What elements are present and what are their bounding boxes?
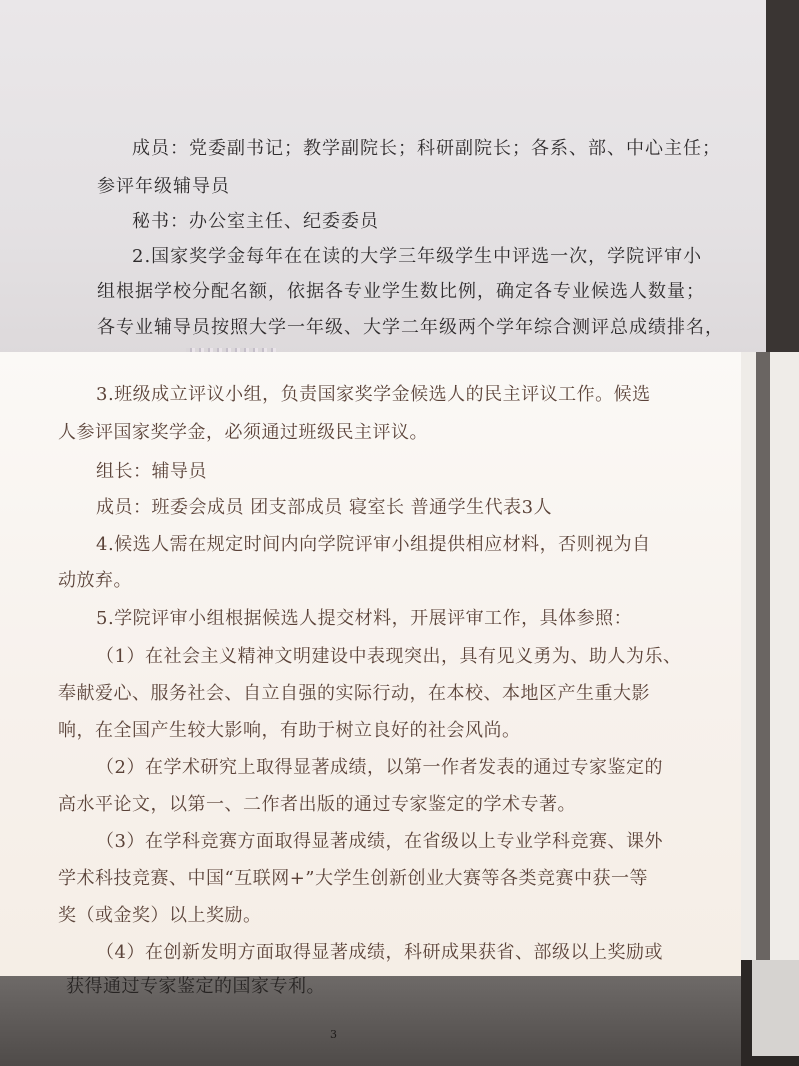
bottom-right-paper (752, 960, 799, 1056)
text-line: 学术科技竞赛、中国“互联网+”大学生创新创业大赛等各类竞赛中获一等 (58, 868, 648, 889)
text-line: 各专业辅导员按照大学一年级、大学二年级两个学年综合测评总成绩排名， (97, 317, 724, 338)
text-line: 2.国家奖学金每年在在读的大学三年级学生中评选一次，学院评审小 (132, 246, 703, 267)
text-line: 响，在全国产生较大影响，有助于树立良好的社会风尚。 (58, 720, 521, 741)
text-line: 奖（或金奖）以上奖励。 (58, 905, 262, 926)
last-text-line: 获得通过专家鉴定的国家专利。 (66, 976, 325, 997)
page-number: 3 (330, 1028, 337, 1041)
text-line: 动放弃。 (58, 570, 132, 591)
text-line: 组根据学校分配名额，依据各专业学生数比例，确定各专业候选人数量； (97, 281, 705, 302)
text-line: 5.学院评审小组根据候选人提交材料，开展评审工作，具体参照： (96, 608, 633, 629)
text-line: 组长：辅导员 (96, 461, 207, 482)
right-shadow-strip (756, 352, 770, 960)
text-line: 成员：党委副书记；教学副院长；科研副院长；各系、部、中心主任； (132, 138, 721, 159)
text-line: 奉献爱心、服务社会、自立自强的实际行动，在本校、本地区产生重大影 (58, 683, 650, 704)
text-line: 4.候选人需在规定时间内向学院评审小组提供相应材料，否则视为自 (96, 534, 651, 555)
text-line: 高水平论文，以第一、二作者出版的通过专家鉴定的学术专著。 (58, 794, 576, 815)
text-line: （3）在学科竞赛方面取得显著成绩，在省级以上专业学科竞赛、课外 (96, 831, 663, 852)
text-line: 参评年级辅导员 (97, 176, 230, 197)
text-line: （4）在创新发明方面取得显著成绩，科研成果获省、部级以上奖励或 (96, 942, 663, 963)
text-line: 成员：班委会成员 团支部成员 寝室长 普通学生代表3人 (96, 497, 553, 518)
text-line: （1）在社会主义精神文明建设中表现突出，具有见义勇为、助人为乐、 (96, 646, 682, 667)
main-scanned-sheet (0, 352, 741, 976)
text-line: 人参评国家奖学金，必须通过班级民主评议。 (58, 422, 428, 443)
top-photo-sheet (0, 0, 766, 372)
text-line: 3.班级成立评议小组，负责国家奖学金候选人的民主评议工作。候选 (96, 384, 651, 405)
text-line: （2）在学术研究上取得显著成绩，以第一作者发表的通过专家鉴定的 (96, 757, 663, 778)
text-line: 秘书：办公室主任、纪委委员 (132, 211, 379, 232)
right-paper-strip (741, 352, 799, 960)
